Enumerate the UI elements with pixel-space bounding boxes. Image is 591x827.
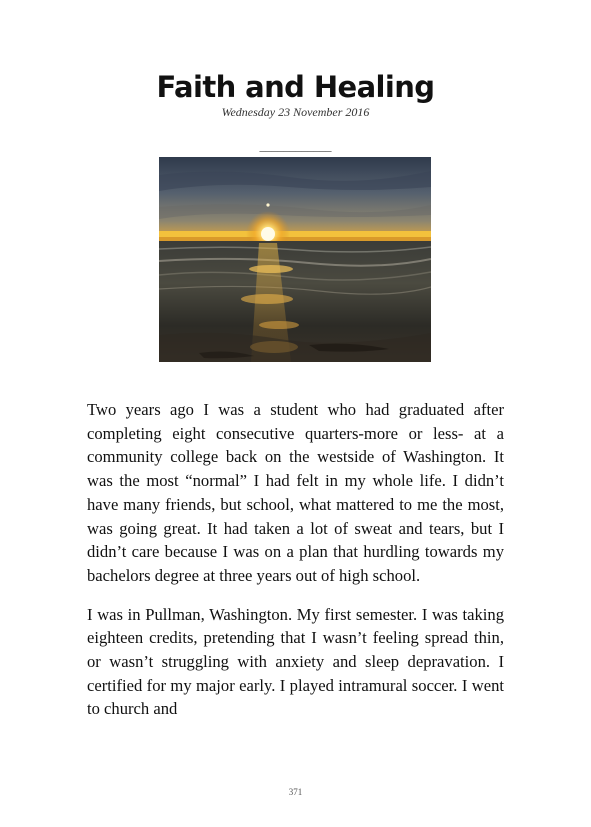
- sunset-photo: [159, 157, 431, 362]
- paragraph-2: I was in Pullman, Washington. My first semester. I was taking eighteen credits, pretending that I wasn’t feeling spread thin, or wasn’t struggling with anxiety and sleep depravation. I certified for my major early. I played intramural soccer. I went to church and: [87, 604, 504, 719]
- paragraph-1: Two years ago I was a student who had graduated after completing eight consecutive quarters-more or less- at a community college back on the westside of Washington. It was the most “normal” I had felt in my whole life. I didn’t have many friends, but school, what mattered to me the most, was going great. It had taken a lot of sweat and tears, but I didn’t care because I was on a plan that hurdling towards my bachelors degree at three years out of high school.: [87, 400, 504, 585]
- title-separator: ____________: [259, 139, 332, 153]
- article-body: [87, 398, 504, 736]
- article-date: Wednesday 23 November 2016: [221, 105, 370, 119]
- article-title: Faith and Healing: [156, 70, 435, 104]
- page-number: 371: [288, 787, 303, 797]
